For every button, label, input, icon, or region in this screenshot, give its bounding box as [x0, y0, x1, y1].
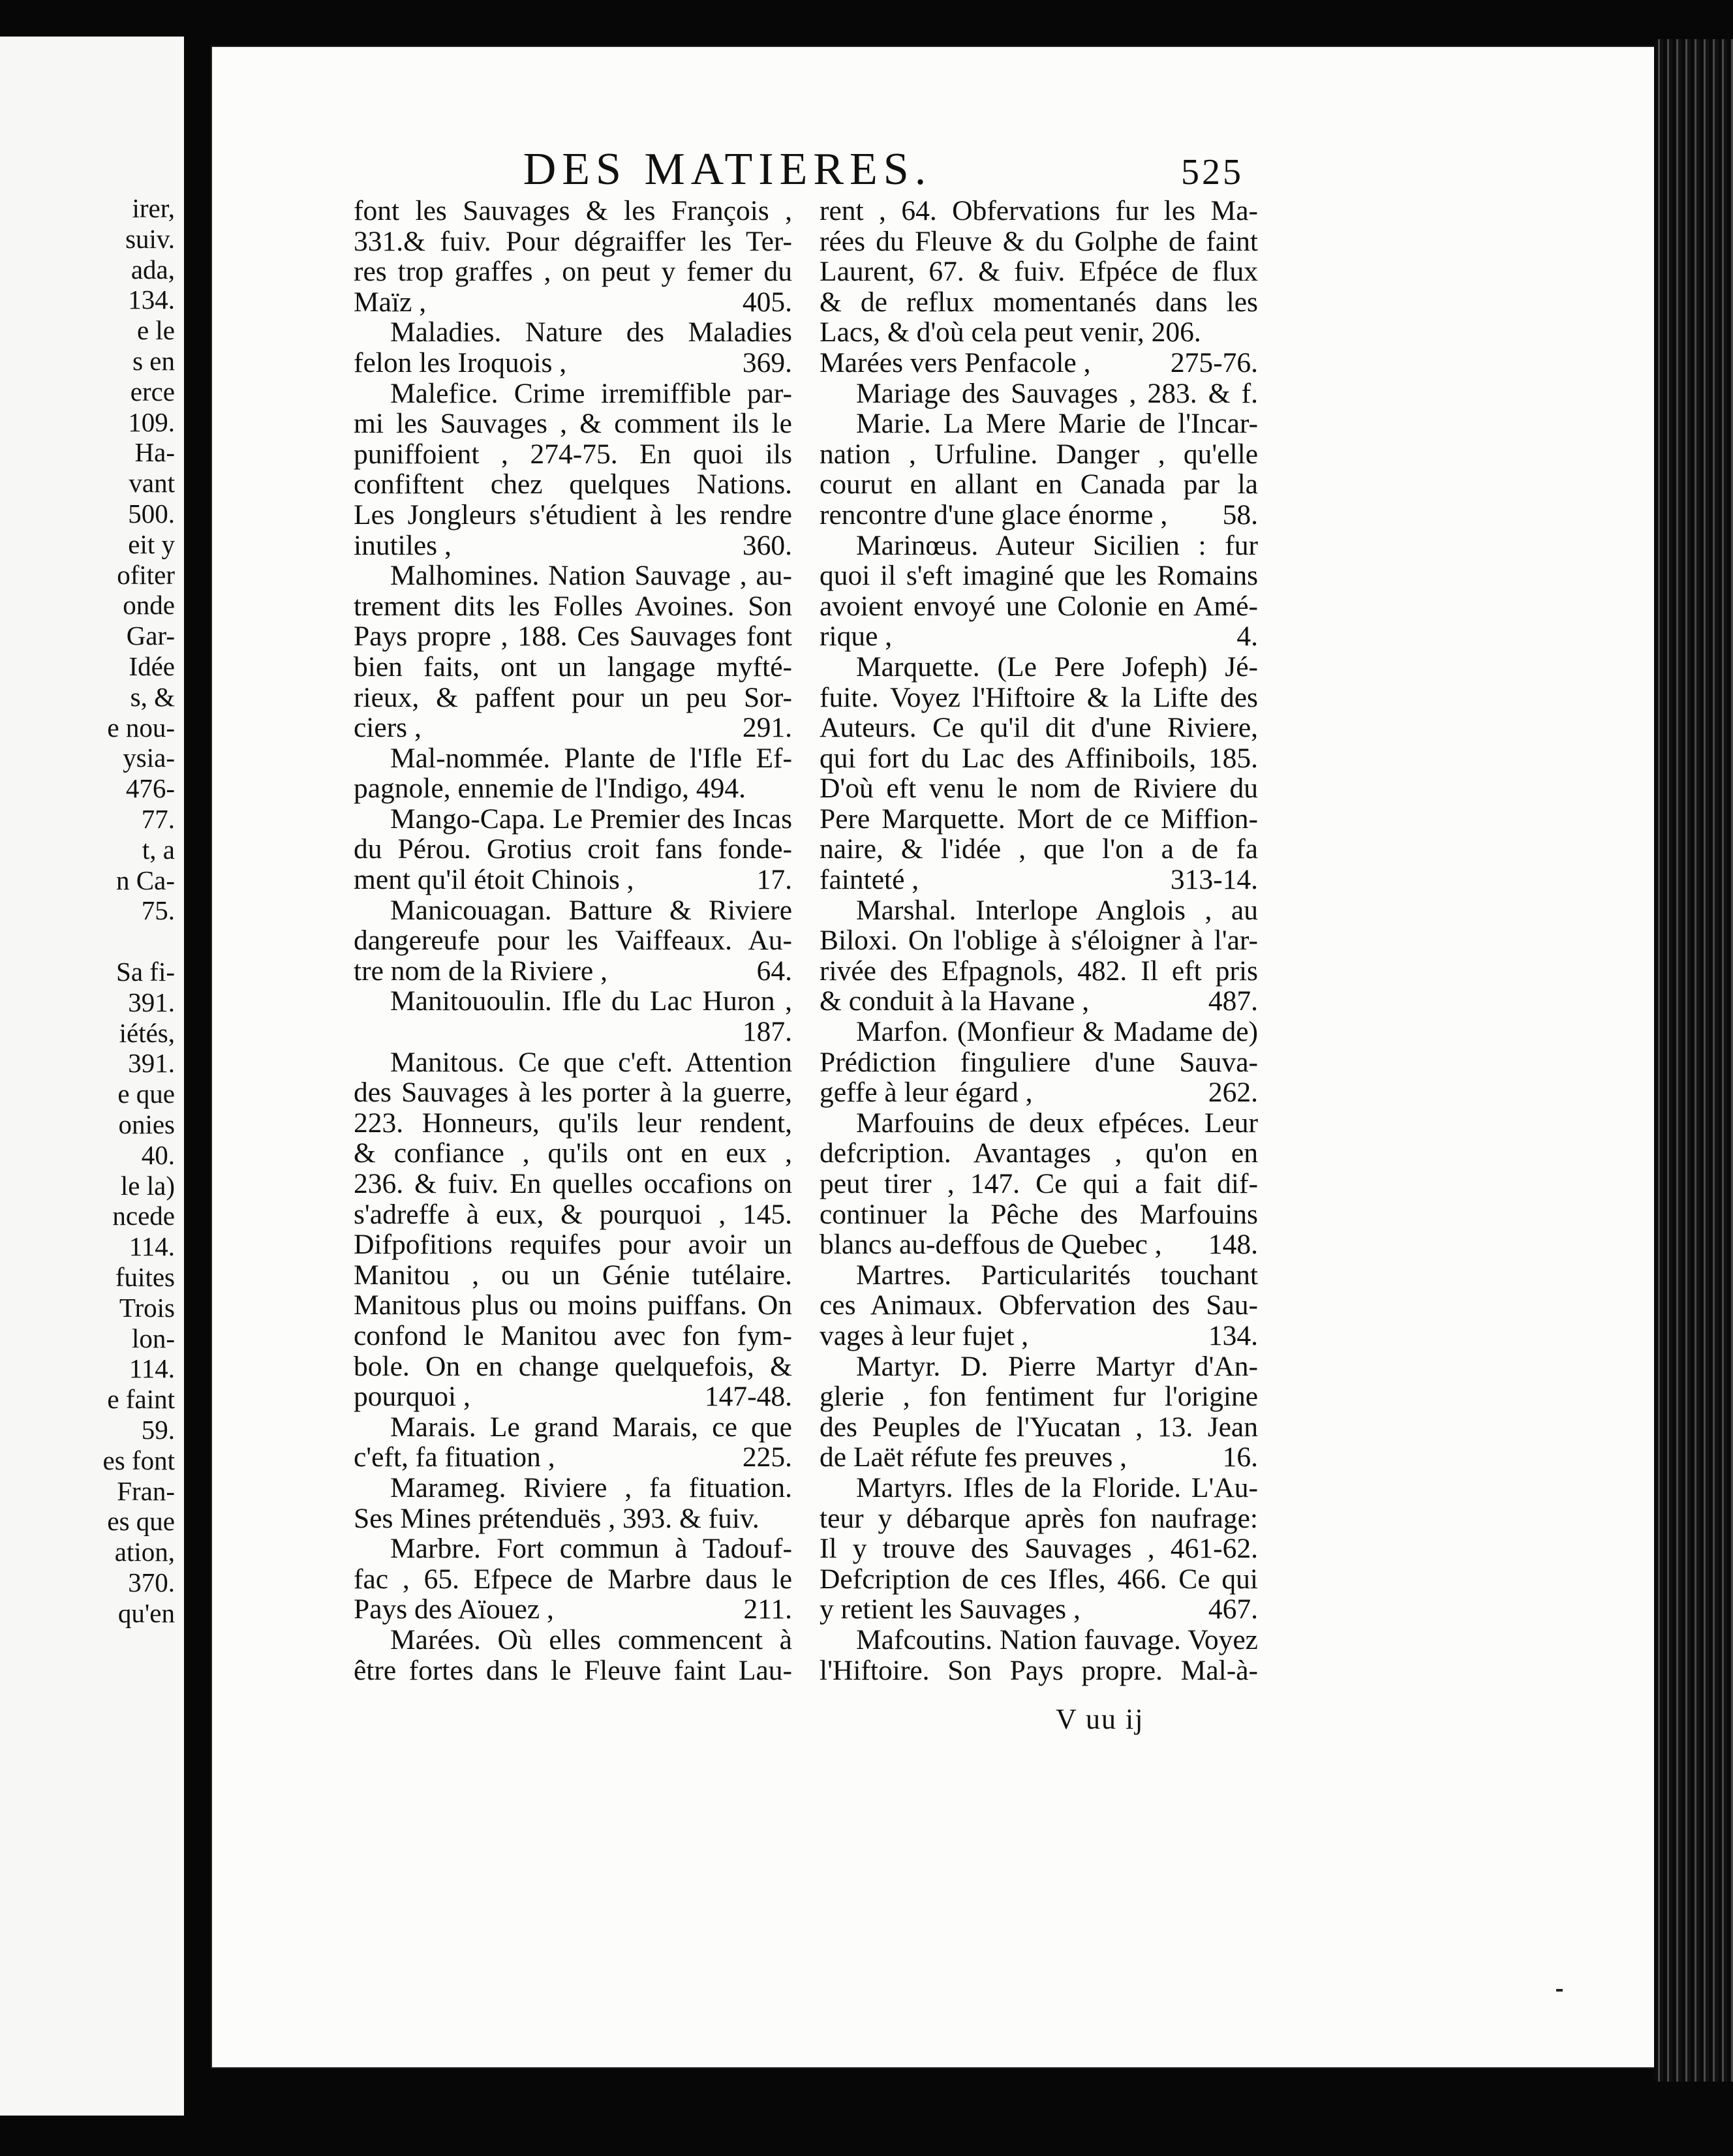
index-line: avoient envoyé une Colonie en Amé- [820, 590, 1258, 622]
index-line [354, 956, 792, 987]
left-page-fragment: 114. [129, 1353, 175, 1384]
index-line [820, 1229, 1258, 1260]
signature-mark: V uu ij [1056, 1703, 1144, 1735]
page-reference: 275-76. [1170, 346, 1258, 378]
index-line [820, 1442, 1258, 1473]
index-line: & de reflux momentanés dans les [820, 286, 1258, 318]
page-reference: 262. [1208, 1077, 1258, 1109]
index-line: pagnole, ennemie de l'Indigo, 494. [354, 773, 746, 805]
index-line: Defcription de ces Ifles, 466. Ce qui [820, 1563, 1258, 1595]
page-reference: 64. [756, 955, 792, 987]
index-line: D'où eft venu le nom de Riviere du [820, 773, 1258, 805]
index-line: du Pérou. Grotius croit fans fonde- [354, 833, 792, 865]
page-reference: 467. [1208, 1594, 1258, 1625]
page-reference: 225. [742, 1441, 792, 1473]
index-column-right [820, 196, 1258, 1686]
left-page-fragment: le la) [120, 1170, 175, 1201]
entry-text: & conduit à la Havane , [820, 985, 1090, 1017]
index-line [820, 1321, 1258, 1351]
page-reference: 360. [742, 529, 792, 561]
index-line [354, 865, 792, 895]
left-page-fragment: 500. [128, 499, 175, 529]
running-head: DES MATIERES. [523, 144, 932, 194]
page-reference: 291. [742, 712, 792, 744]
index-line: Mal-nommée. Plante de l'Ifle Ef- [390, 742, 792, 774]
index-line: Martyr. D. Pierre Martyr d'An- [856, 1350, 1258, 1382]
page-reference: 405. [742, 286, 792, 318]
index-line: fuite. Voyez l'Hiftoire & la Lifte des [820, 681, 1258, 713]
page-number: 525 [1181, 152, 1244, 192]
index-line [354, 287, 792, 318]
index-line: Lacs, & d'où cela peut venir, 206. [820, 316, 1201, 348]
left-page-fragment: 391. [128, 1048, 175, 1079]
index-line [820, 1077, 1258, 1108]
entry-text: rique , [820, 621, 893, 653]
page-reference: 17. [756, 864, 792, 896]
entry-text: felon les Iroquois , [354, 346, 567, 378]
entry-text: tre nom de la Riviere , [354, 955, 607, 987]
index-line: Laurent, 67. & fuiv. Efpéce de flux [820, 256, 1258, 288]
index-line: bole. On en change quelquefois, & [354, 1350, 792, 1382]
page-reference: 16. [1222, 1441, 1258, 1473]
left-page-fragment: Idée [129, 651, 175, 681]
page-reference: 369. [742, 346, 792, 378]
entry-text: pourquoi , [354, 1381, 470, 1413]
index-line: Marfon. (Monfieur & Madame de) [856, 1016, 1258, 1048]
left-page-fragment: 75. [141, 895, 175, 926]
left-page-fragment: Sa fi- [116, 957, 175, 987]
left-page-fragment: Trois [119, 1292, 175, 1323]
index-line: Marquette. (Le Pere Jofeph) Jé- [856, 651, 1258, 683]
left-page-fragment: ofiter [117, 559, 175, 590]
index-line [820, 348, 1258, 378]
index-line: Mariage des Sauvages , 283. & f. [856, 377, 1258, 409]
left-page-fragment: 370. [128, 1567, 175, 1597]
left-page-fragment: fuites [115, 1262, 175, 1292]
left-page-fragment: ncede [112, 1201, 175, 1231]
left-page-fragment: 59. [141, 1415, 175, 1445]
index-line: Malhomines. Nation Sauvage , au- [390, 560, 792, 592]
index-line: Marameg. Riviere , fa fituation. [390, 1471, 792, 1503]
left-page-fragment: ation, [114, 1537, 175, 1567]
entry-text: c'eft, fa fituation , [354, 1441, 555, 1473]
left-page-fragment: e que [117, 1079, 175, 1109]
left-page-fragment: ysia- [123, 743, 175, 773]
index-line: Difpofitions requifes pour avoir un [354, 1229, 792, 1261]
index-line [354, 348, 792, 378]
index-line: Martres. Particularités touchant [856, 1259, 1258, 1291]
index-line [820, 865, 1258, 895]
index-line: être fortes dans le Fleuve faint Lau- [354, 1654, 792, 1686]
index-line: fac , 65. Efpece de Marbre daus le [354, 1563, 792, 1595]
left-page-fragment: ada, [130, 254, 175, 285]
entry-text: de Laët réfute fes preuves , [820, 1441, 1127, 1473]
entry-text: Maïz , [354, 286, 427, 318]
index-line: Marais. Le grand Marais, ce que [390, 1411, 792, 1443]
left-page-fragment: onies [118, 1109, 175, 1139]
page-edge-stack [1654, 39, 1733, 2082]
index-line [820, 986, 1258, 1017]
index-line: glerie , fon fentiment fur l'origine [820, 1381, 1258, 1413]
left-page-fragment: 391. [128, 987, 175, 1017]
left-page-fragment: es que [107, 1506, 175, 1537]
index-line: peut tirer , 147. Ce qui a fait dif- [820, 1168, 1258, 1199]
page-reference: 147-48. [704, 1381, 792, 1413]
index-line: font les Sauvages & les François , [354, 195, 792, 226]
left-page-fragment: suiv. [125, 223, 175, 254]
page-reference: 211. [743, 1594, 792, 1625]
entry-text: fainteté , [820, 864, 919, 896]
index-line: 331.& fuiv. Pour dégraiffer les Ter- [354, 225, 792, 257]
entry-text: Marées vers Penfacole , [820, 346, 1091, 378]
left-page-fragment: es font [102, 1445, 175, 1475]
index-line: Ses Mines prétenduës , 393. & fuiv. [354, 1502, 759, 1534]
entry-text: vages à leur fujet , [820, 1319, 1029, 1351]
left-page-fragment: 134. [128, 285, 175, 315]
index-line: courut en allant en Canada par la [820, 469, 1258, 501]
entry-text: ciers , [354, 712, 422, 744]
index-line: Biloxi. On l'oblige à s'éloigner à l'ar- [820, 925, 1258, 957]
index-column-left [354, 196, 792, 1686]
page-reference: 148. [1208, 1229, 1258, 1261]
left-page-fragment: t, a [142, 834, 175, 865]
page-reference: 134. [1208, 1319, 1258, 1351]
index-line: Il y trouve des Sauvages , 461-62. [820, 1533, 1258, 1565]
index-line: rent , 64. Obfervations fur les Ma- [820, 195, 1258, 226]
left-page-fragment: 114. [129, 1231, 175, 1262]
index-line: Malefice. Crime irremiffible par- [390, 377, 792, 409]
left-page-fragment: vant [129, 468, 175, 499]
index-line: Pere Marquette. Mort de ce Miffion- [820, 803, 1258, 835]
index-line: Marbre. Fort commun à Tadouf- [390, 1533, 792, 1565]
left-page-fragment: s, & [130, 681, 175, 712]
left-page-fragment: iétés, [119, 1017, 175, 1048]
index-line: rivée des Efpagnols, 482. Il eft pris [820, 955, 1258, 987]
index-line: Martyrs. Ifles de la Floride. L'Au- [856, 1471, 1258, 1503]
index-line: dangereufe pour les Vaiffeaux. Au- [354, 925, 792, 957]
index-line: defcription. Avantages , qu'on en [820, 1137, 1258, 1169]
index-line: naire, & l'idée , que l'on a de fa [820, 833, 1258, 865]
left-page-fragment: Gar- [126, 621, 175, 651]
index-line [354, 1594, 792, 1625]
index-line: bien faits, ont un langage myfté- [354, 651, 792, 683]
index-line: Manitououlin. Ifle du Lac Huron , [390, 985, 792, 1017]
page-reference: 487. [1208, 985, 1258, 1017]
index-line [354, 531, 792, 561]
index-line: continuer la Pêche des Marfouins [820, 1198, 1258, 1230]
left-page-fragment: 40. [141, 1139, 175, 1170]
index-line: Mango-Capa. Le Premier des Incas [390, 803, 792, 835]
margin-speck [1556, 1989, 1563, 1992]
index-line: confond le Manitou avec fon fym- [354, 1319, 792, 1351]
index-line: Les Jongleurs s'étudient à les rendre [354, 499, 792, 531]
entry-text: ment qu'il étoit Chinois , [354, 864, 634, 896]
left-page-fragment: lon- [131, 1323, 175, 1353]
index-line: 187. [742, 1016, 792, 1048]
index-line: Auteurs. Ce qu'il dit d'une Riviere, [820, 712, 1258, 744]
left-page-fragment: onde [123, 590, 175, 621]
left-page-fragment: e faint [107, 1384, 175, 1415]
index-line: l'Hiftoire. Son Pays propre. Mal-à- [820, 1654, 1258, 1686]
index-line: rées du Fleuve & du Golphe de faint [820, 225, 1258, 257]
index-line [820, 621, 1258, 652]
index-line [354, 1442, 792, 1473]
index-line: rieux, & paffent pour un peu Sor- [354, 681, 792, 713]
index-line: confiftent chez quelques Nations. [354, 469, 792, 501]
index-line: ces Animaux. Obfervation des Sau- [820, 1289, 1258, 1321]
entry-text: inutiles , [354, 529, 452, 561]
index-line: des Sauvages à les porter à la guerre, [354, 1077, 792, 1109]
index-line: Marie. La Mere Marie de l'Incar- [856, 408, 1258, 440]
index-line: Pays propre , 188. Ces Sauvages font [354, 621, 792, 653]
index-line: nation , Urfuline. Danger , qu'elle [820, 438, 1258, 470]
left-page-fragment: n Ca- [116, 865, 175, 895]
left-page-fragment: eit y [128, 529, 175, 559]
index-line: & confiance , qu'ils ont en eux , [354, 1137, 792, 1169]
left-page-fragment: s en [132, 346, 175, 376]
left-page-fragment: 476- [125, 773, 175, 804]
index-line: 236. & fuiv. En quelles occafions on [354, 1168, 792, 1199]
index-line: Marées. Où elles commencent à [390, 1624, 792, 1656]
page-reference: 313-14. [1170, 864, 1258, 896]
left-page-fragment: irer, [132, 193, 175, 223]
index-line: des Peuples de l'Yucatan , 13. Jean [820, 1411, 1258, 1443]
entry-text: blancs au-deffous de Quebec , [820, 1229, 1162, 1261]
page-reference: 58. [1222, 499, 1258, 531]
index-line: 223. Honneurs, qu'ils leur rendent, [354, 1107, 792, 1139]
left-page-fragment: Ha- [134, 437, 175, 468]
page-reference: 4. [1236, 621, 1258, 653]
index-line: Marfouins de deux efpéces. Leur [856, 1107, 1258, 1139]
index-line: teur y débarque après fon naufrage: [820, 1502, 1258, 1534]
entry-text: y retient les Sauvages , [820, 1594, 1081, 1625]
index-line: Mafcoutins. Nation fauvage. Voyez [856, 1624, 1258, 1656]
index-line: Manitous. Ce que c'eft. Attention [390, 1046, 792, 1078]
index-line: Marinœus. Auteur Sicilien : fur [856, 529, 1258, 561]
index-line [820, 500, 1258, 531]
entry-text: geffe à leur égard , [820, 1077, 1033, 1109]
entry-text: rencontre d'une glace énorme , [820, 499, 1168, 531]
left-page-fragment: 109. [128, 407, 175, 437]
index-line: s'adreffe à eux, & pourquoi , 145. [354, 1198, 792, 1230]
entry-text: Pays des Aïouez , [354, 1594, 554, 1625]
left-page-fragment: qu'en [117, 1597, 175, 1628]
index-line [354, 713, 792, 743]
index-line [820, 1594, 1258, 1625]
left-page-fragment: e le [136, 315, 175, 346]
index-line: Prédiction finguliere d'une Sauva- [820, 1046, 1258, 1078]
index-line: Manitous plus ou moins puiffans. On [354, 1289, 792, 1321]
index-line: qui fort du Lac des Affiniboils, 185. [820, 742, 1258, 774]
index-line: Manitou , ou un Génie tutélaire. [354, 1259, 792, 1291]
index-line: mi les Sauvages , & comment ils le [354, 408, 792, 440]
index-line: quoi il s'eft imaginé que les Romains [820, 560, 1258, 592]
left-page-fragment: erce [130, 376, 175, 407]
index-line: trement dits les Folles Avoines. Son [354, 590, 792, 622]
index-line [354, 1381, 792, 1412]
index-line: Marshal. Interlope Anglois , au [856, 894, 1258, 926]
left-page-fragment: e nou- [107, 712, 175, 743]
facing-left-page [0, 37, 184, 2116]
index-line: Maladies. Nature des Maladies [390, 316, 792, 348]
index-line: Manicouagan. Batture & Riviere [390, 894, 792, 926]
left-page-fragment: 77. [141, 804, 175, 834]
left-page-fragment: Fran- [117, 1475, 175, 1506]
index-line: res trop graffes , on peut y femer du [354, 256, 792, 288]
index-line: puniffoient , 274-75. En quoi ils [354, 438, 792, 470]
